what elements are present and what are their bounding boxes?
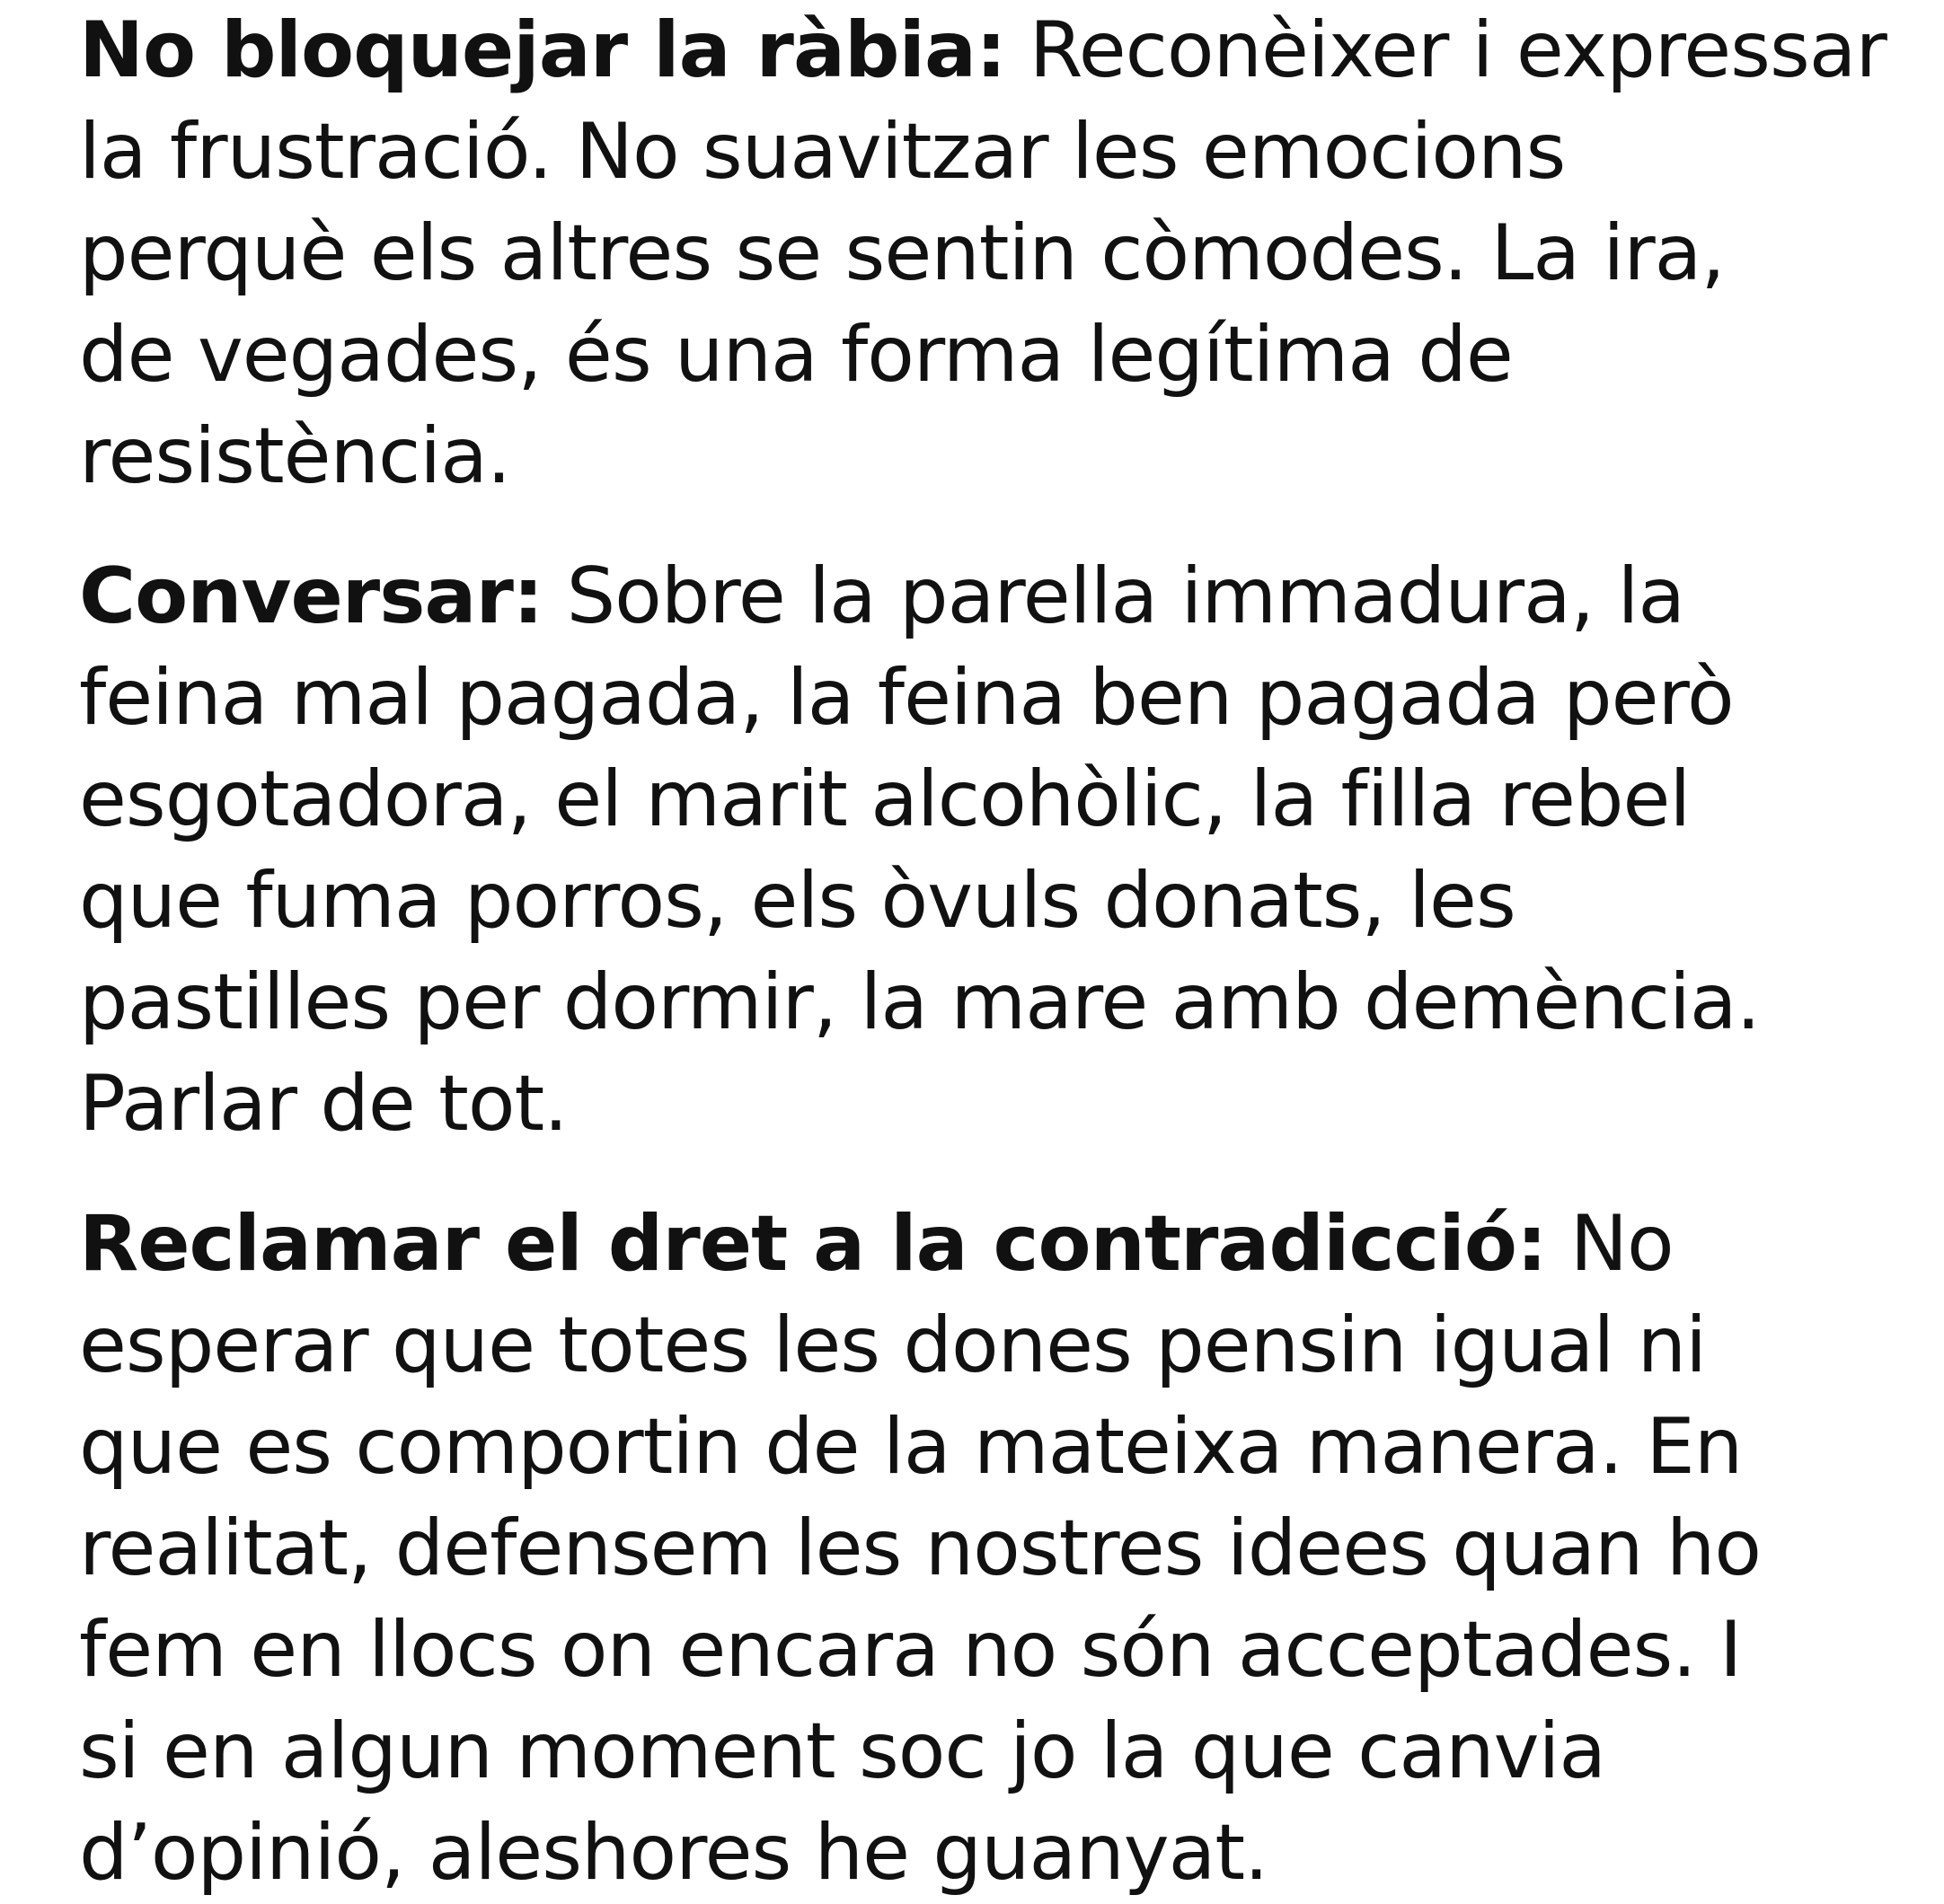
text-line: [79, 546, 1930, 648]
section-term: No bloquejar la ràbia:: [79, 5, 1006, 95]
text-line: resistència.: [79, 411, 511, 501]
section-no-bloquejar-la-rabia: [79, 0, 1930, 507]
text-line: Parlar de tot.: [79, 1059, 568, 1149]
text-line: esperar que totes les dones pensin igual ni: [79, 1300, 1706, 1390]
text-line: [79, 1194, 1930, 1295]
text-line: pastilles per dormir, la mare amb demència.: [79, 957, 1760, 1047]
text-line: la frustració. No suavitzar les emocions: [79, 107, 1566, 197]
text-line: de vegades, és una forma legítima de: [79, 310, 1513, 400]
text-line: que es comportin de la mateixa manera. En: [79, 1402, 1743, 1492]
text-line: realitat, defensem les nostres idees quan ho: [79, 1503, 1762, 1593]
section-term: Reclamar el dret a la contradicció:: [79, 1199, 1547, 1289]
text-line: d’opinió, aleshores he guanyat.: [79, 1808, 1268, 1898]
section-text: Reconèixer i expressar: [1005, 5, 1887, 95]
section-reclamar-el-dret-a-la-contradiccio: [79, 1194, 1930, 1904]
text-line: si en algun moment soc jo la que canvia: [79, 1706, 1606, 1796]
section-term: Conversar:: [79, 551, 543, 641]
document-page: [79, 0, 1930, 1898]
text-line: [79, 0, 1930, 101]
text-line: perquè els altres se sentin còmodes. La ira,: [79, 208, 1725, 298]
text-line: feina mal pagada, la feina ben pagada però: [79, 653, 1734, 743]
text-line: que fuma porros, els òvuls donats, les: [79, 856, 1515, 946]
section-text: Sobre la parella immadura, la: [543, 551, 1685, 641]
text-line: esgotadora, el marit alcohòlic, la filla rebel: [79, 754, 1691, 844]
text-line: fem en llocs on encara no són acceptades. I: [79, 1605, 1742, 1695]
section-conversar: [79, 546, 1930, 1155]
section-text: No: [1546, 1199, 1674, 1289]
